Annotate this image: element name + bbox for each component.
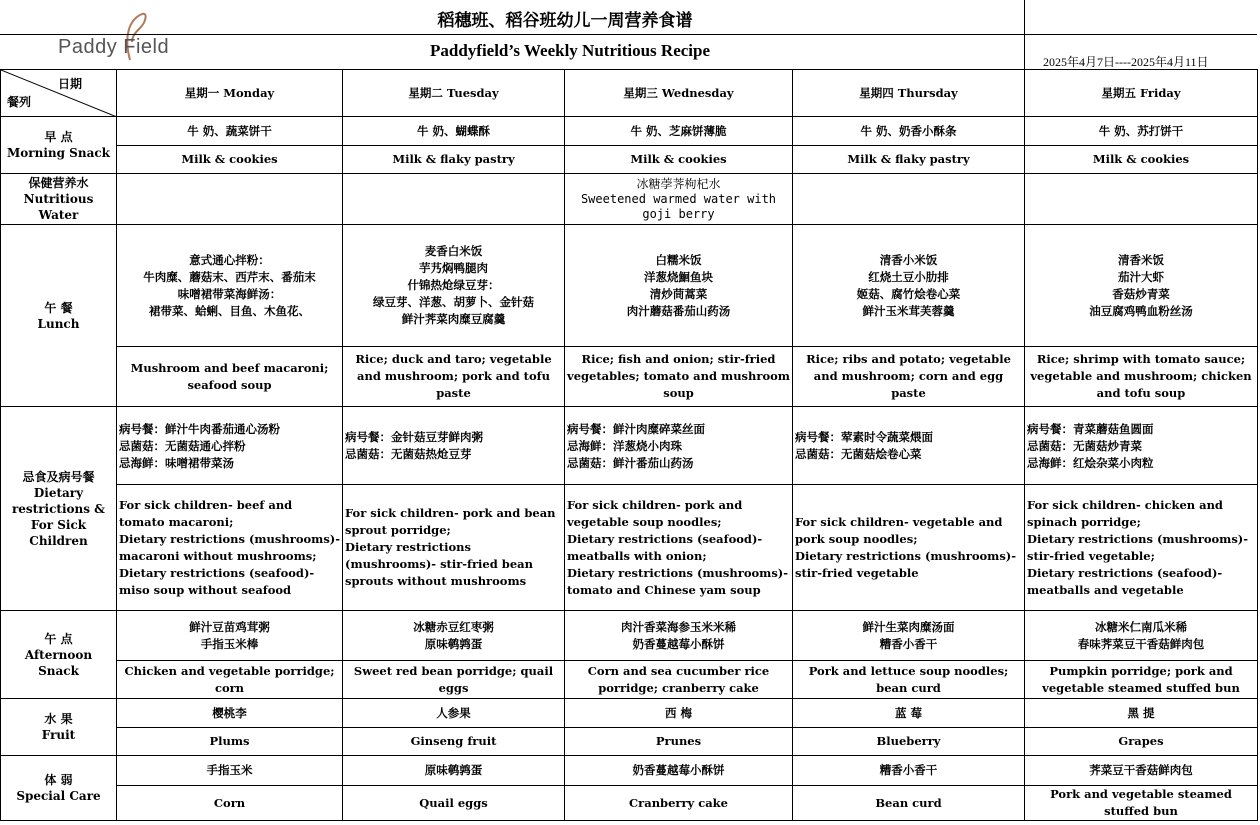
afternoon-snack-cn-thu: 鲜汁生菜肉糜汤面 糟香小香干 (793, 611, 1025, 661)
row-label-morning-snack: 早 点 Morning Snack (1, 117, 117, 174)
special-care-cn-thu: 糟香小香干 (793, 756, 1025, 786)
lunch-cn-fri: 清香米饭 茄汁大虾 香菇炒青菜 油豆腐鸡鸭血粉丝汤 (1025, 225, 1258, 347)
special-care-en-thu: Bean curd (793, 786, 1025, 821)
diet-cn-thu: 病号餐：荤素时令蔬菜煨面 忌菌菇：无菌菇烩卷心菜 (793, 407, 1025, 485)
title-chinese: 稻穗班、稻谷班幼儿一周营养食谱 (437, 11, 693, 31)
afternoon-snack-en-row (1, 661, 1258, 699)
diet-cn-row (1, 407, 1258, 485)
diet-en-row (1, 485, 1258, 611)
diet-en-mon: For sick children- beef and tomato macaroni; Dietary restrictions (mushrooms)- macaroni without mushrooms; Dietary restrictions (seafood)- miso soup without seafood (117, 485, 343, 611)
lunch-cn-row (1, 225, 1258, 347)
morning-snack-en-mon: Milk & cookies (117, 146, 343, 174)
afternoon-snack-en-thu: Pork and lettuce soup noodles; bean curd (793, 661, 1025, 699)
corner-date-label: 日期 (57, 77, 82, 91)
special-care-en-wed: Cranberry cake (565, 786, 793, 821)
afternoon-snack-cn-fri: 冰糖米仁南瓜米稀 春味荠菜豆干香菇鲜肉包 (1025, 611, 1258, 661)
diet-cn-wed: 病号餐：鲜汁肉糜碎菜丝面 忌海鲜：洋葱烧小肉珠 忌菌菇：鲜汁番茄山药汤 (565, 407, 793, 485)
fruit-cn-mon: 樱桃李 (117, 699, 343, 728)
day-wednesday: 星期三 Wednesday (565, 70, 793, 117)
lunch-cn-mon: 意式通心拌粉： 牛肉糜、蘑菇末、西芹末、番茄末 味噌裙带菜海鲜汤： 裙带菜、蛤蜊、目鱼、木鱼花、 (117, 225, 343, 347)
morning-snack-cn-tue: 牛 奶、蝴蝶酥 (343, 117, 565, 146)
afternoon-snack-cn-wed: 肉汁香菜海参玉米米稀 奶香蔓越莓小酥饼 (565, 611, 793, 661)
morning-snack-en-tue: Milk & flaky pastry (343, 146, 565, 174)
morning-snack-en-row (1, 146, 1258, 174)
morning-snack-cn-mon: 牛 奶、蔬菜饼干 (117, 117, 343, 146)
fruit-en-tue: Ginseng fruit (343, 728, 565, 756)
lunch-en-tue: Rice; duck and taro; vegetable and mushroom; pork and tofu paste (343, 347, 565, 407)
day-thursday: 星期四 Thursday (793, 70, 1025, 117)
water-fri (1025, 174, 1258, 225)
row-label-diet: 忌食及病号餐 Dietary restrictions & For Sick Children (1, 407, 117, 611)
morning-snack-en-wed: Milk & cookies (565, 146, 793, 174)
lunch-en-mon: Mushroom and beef macaroni; seafood soup (117, 347, 343, 407)
special-care-cn-tue: 原味鹌鹑蛋 (343, 756, 565, 786)
special-care-en-mon: Corn (117, 786, 343, 821)
afternoon-snack-en-tue: Sweet red bean porridge; quail eggs (343, 661, 565, 699)
lunch-cn-tue: 麦香白米饭 芋艿焖鸭腿肉 什锦热炝绿豆芽： 绿豆芽、洋葱、胡萝卜、金针菇 鲜汁荠菜肉糜豆腐羹 (343, 225, 565, 347)
lunch-cn-thu: 清香小米饭 红烧土豆小肋排 姬菇、腐竹烩卷心菜 鲜汁玉米茸芙蓉羹 (793, 225, 1025, 347)
afternoon-snack-en-wed: Corn and sea cucumber rice porridge; cranberry cake (565, 661, 793, 699)
diet-en-wed: For sick children- pork and vegetable soup noodles; Dietary restrictions (seafood)- meatballs with onion; Dietary restrictions (mushrooms)- tomato and Chinese yam soup (565, 485, 793, 611)
water-thu (793, 174, 1025, 225)
fruit-cn-tue: 人参果 (343, 699, 565, 728)
logo-text: Paddy Field (58, 36, 170, 58)
lunch-cn-wed: 白糯米饭 洋葱烧鮰鱼块 清炒茼蒿菜 肉汁蘑菇番茄山药汤 (565, 225, 793, 347)
morning-snack-cn-row (1, 117, 1258, 146)
corner-meal-label: 餐列 (7, 95, 32, 109)
diet-cn-mon: 病号餐：鲜汁牛肉番茄通心汤粉 忌菌菇：无菌菇通心拌粉 忌海鲜：味噌裙带菜汤 (117, 407, 343, 485)
fruit-en-wed: Prunes (565, 728, 793, 756)
afternoon-snack-cn-tue: 冰糖赤豆红枣粥 原味鹌鹑蛋 (343, 611, 565, 661)
corner-cell (1, 70, 117, 117)
diet-cn-fri: 病号餐：青菜蘑菇鱼圆面 忌菌菇：无菌菇炒青菜 忌海鲜：红烩杂菜小肉粒 (1025, 407, 1258, 485)
header-right-divider (1024, 0, 1025, 69)
water-tue (343, 174, 565, 225)
menu-table (0, 69, 1258, 821)
date-range: 2025年4月7日----2025年4月11日 (1043, 55, 1209, 69)
title-english: Paddyfield’s Weekly Nutritious Recipe (429, 41, 711, 60)
fruit-en-row (1, 728, 1258, 756)
diet-en-thu: For sick children- vegetable and pork soup noodles; Dietary restrictions (mushrooms)- stir-fried vegetable (793, 485, 1025, 611)
special-care-cn-row (1, 756, 1258, 786)
row-label-water: 保健营养水 Nutritious Water (1, 174, 117, 225)
day-header-row (1, 70, 1258, 117)
row-label-lunch: 午 餐 Lunch (1, 225, 117, 407)
fruit-en-fri: Grapes (1025, 728, 1258, 756)
afternoon-snack-cn-mon: 鲜汁豆苗鸡茸粥 手指玉米棒 (117, 611, 343, 661)
lunch-en-wed: Rice; fish and onion; stir-fried vegetables; tomato and mushroom soup (565, 347, 793, 407)
row-label-special-care: 体 弱 Special Care (1, 756, 117, 821)
diet-cn-tue: 病号餐：金针菇豆芽鲜肉粥 忌菌菇：无菌菇热炝豆芽 (343, 407, 565, 485)
day-monday: 星期一 Monday (117, 70, 343, 117)
day-friday: 星期五 Friday (1025, 70, 1258, 117)
special-care-en-row (1, 786, 1258, 821)
morning-snack-cn-wed: 牛 奶、芝麻饼薄脆 (565, 117, 793, 146)
fruit-cn-row (1, 699, 1258, 728)
lunch-en-thu: Rice; ribs and potato; vegetable and mushroom; corn and egg paste (793, 347, 1025, 407)
row-label-afternoon-snack: 午 点 Afternoon Snack (1, 611, 117, 699)
afternoon-snack-cn-row (1, 611, 1258, 661)
special-care-en-fri: Pork and vegetable steamed stuffed bun (1025, 786, 1258, 821)
special-care-cn-wed: 奶香蔓越莓小酥饼 (565, 756, 793, 786)
row-label-fruit: 水 果 Fruit (1, 699, 117, 756)
special-care-cn-mon: 手指玉米 (117, 756, 343, 786)
fruit-en-mon: Plums (117, 728, 343, 756)
afternoon-snack-en-fri: Pumpkin porridge; pork and vegetable steamed stuffed bun (1025, 661, 1258, 699)
lunch-en-fri: Rice; shrimp with tomato sauce; vegetable and mushroom; chicken and tofu soup (1025, 347, 1258, 407)
morning-snack-cn-fri: 牛 奶、苏打饼干 (1025, 117, 1258, 146)
water-mon (117, 174, 343, 225)
morning-snack-en-thu: Milk & flaky pastry (793, 146, 1025, 174)
fruit-cn-fri: 黑 提 (1025, 699, 1258, 728)
fruit-en-thu: Blueberry (793, 728, 1025, 756)
diet-en-fri: For sick children- chicken and spinach porridge; Dietary restrictions (mushrooms)- stir-fried vegetable; Dietary restrictions (seafood)- meatballs and vegetable (1025, 485, 1258, 611)
day-tuesday: 星期二 Tuesday (343, 70, 565, 117)
fruit-cn-thu: 蓝 莓 (793, 699, 1025, 728)
special-care-cn-fri: 荠菜豆干香菇鲜肉包 (1025, 756, 1258, 786)
header-rule-top (0, 34, 1257, 35)
morning-snack-en-fri: Milk & cookies (1025, 146, 1258, 174)
afternoon-snack-en-mon: Chicken and vegetable porridge; corn (117, 661, 343, 699)
fruit-cn-wed: 西 梅 (565, 699, 793, 728)
water-wed: 冰糖荸荠枸杞水 Sweetened warmed water with goji berry (565, 174, 793, 225)
water-row (1, 174, 1258, 225)
morning-snack-cn-thu: 牛 奶、奶香小酥条 (793, 117, 1025, 146)
lunch-en-row (1, 347, 1258, 407)
special-care-en-tue: Quail eggs (343, 786, 565, 821)
diet-en-tue: For sick children- pork and bean sprout porridge; Dietary restrictions (mushrooms)- stir-fried bean sprouts without mushrooms (343, 485, 565, 611)
